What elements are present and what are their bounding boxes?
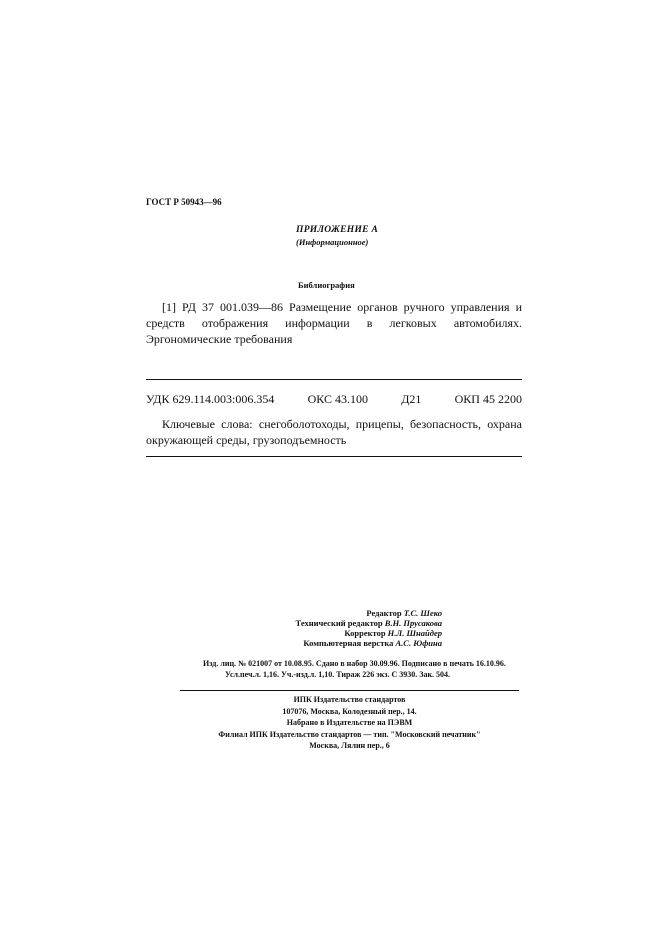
okp-code: ОКП 45 2200 [454,392,522,406]
credit-name: А.С. Юфина [395,638,442,648]
printer-line-1: ИПК Издательство стандартов [293,695,406,704]
credit-role: Корректор [344,628,386,638]
credit-role: Технический редактор [295,618,383,628]
publication-line-1: Изд. лиц. № 021007 от 10.08.95. Сдано в набор 30.09.96. Подписано в печать 16.10.96. [203,659,506,668]
printer-line-2: 107076, Москва, Колодезный пер., 14. [282,706,417,716]
publication-line-2: Усл.печ.л. 1,16. Уч.-изд.л. 1,10. Тираж 226 экз. С 3930. Зак. 504. [225,670,451,679]
publication-info [203,658,519,680]
appendix-subtitle: (Информационное) [296,237,369,247]
bibliography-title: Библиография [298,280,355,290]
credit-line-editor [180,608,442,618]
credit-line-corrector [180,628,442,638]
keywords: Ключевые слова: снегоболотоходы, прицепы, безопасность, охрана окружающей среды, грузоподъемность [146,417,522,447]
appendix-title: ПРИЛОЖЕНИЕ А [296,225,379,235]
printer-info [180,694,519,752]
credit-role: Редактор [366,608,402,618]
oks-code: ОКС 43.100 [307,392,368,406]
credit-name: Т.С. Шеко [403,608,442,618]
credit-line-layout [180,638,442,648]
divider-top [146,379,522,380]
printer-line-3: Набрано в Издательстве на ПЭВМ [286,718,413,727]
bibliography-entry: [1] РД 37 001.039—86 Размещение органов ручного управления и средств отображения информации в легковых автомобилях. Эргономические требования [146,300,522,346]
credit-name: Н.Л. Шнайдер [387,628,442,638]
divider-printer [180,690,519,691]
d-code: Д21 [401,392,422,406]
printer-line-5: Москва, Лялин пер., 6 [309,741,390,750]
printer-line-4: Филиал ИПК Издательство стандартов — тип. "Московский печатник" [218,729,481,739]
divider-bottom [146,456,522,457]
standard-code: ГОСТ Р 50943—96 [146,197,222,207]
credit-name: В.Н. Прусакова [384,618,442,628]
credit-line-tech-editor [180,618,442,628]
classification-row [146,392,522,407]
credit-role: Компьютерная верстка [303,638,394,648]
udk-code: УДК 629.114.003:006.354 [146,392,275,406]
credits-block [180,608,442,648]
